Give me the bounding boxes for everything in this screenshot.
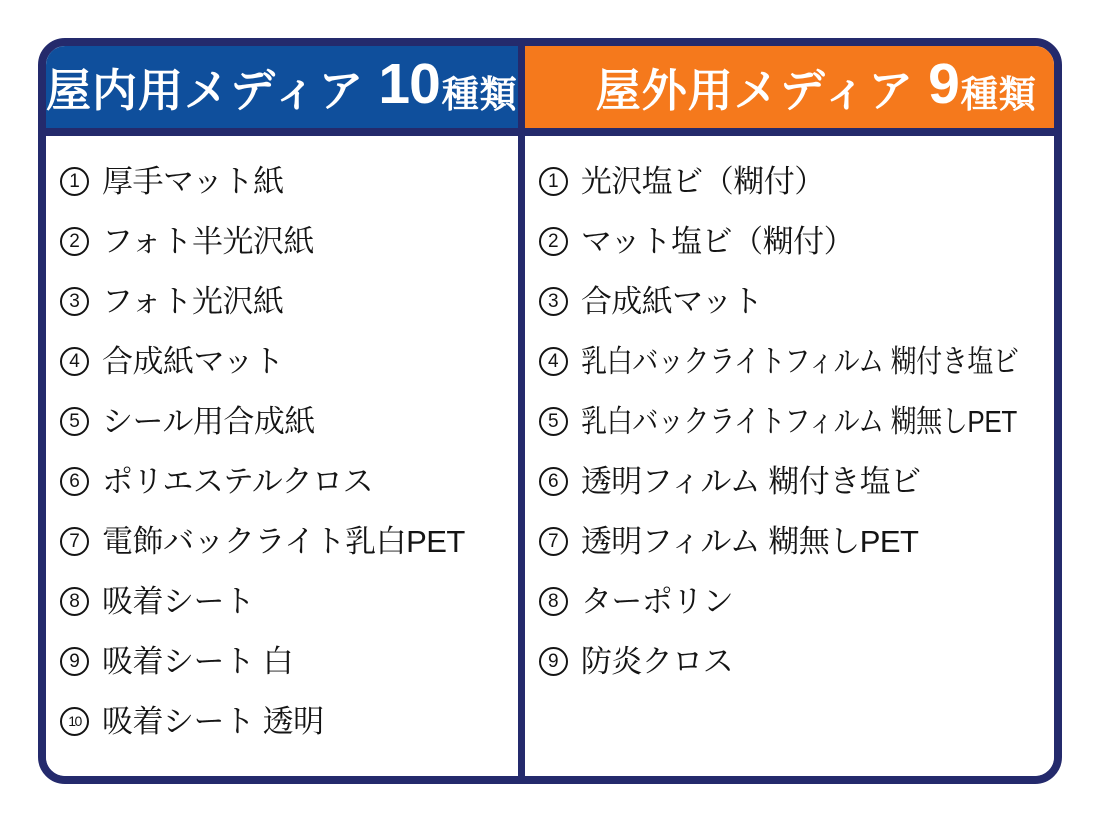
item-number-badge: 7: [539, 527, 568, 556]
list-item: [60, 571, 512, 631]
item-number-badge: 3: [60, 287, 89, 316]
column-divider-line: [518, 46, 525, 776]
list-item: [539, 271, 1062, 331]
item-number-badge: 4: [539, 347, 568, 376]
item-label: 合成紙マット: [102, 343, 284, 379]
item-label: 乳白バックライトフィルム 糊無しPET: [580, 403, 1017, 439]
item-label: ターポリン: [580, 583, 734, 619]
indoor-header-count: 10: [378, 52, 440, 116]
item-label: フォト光沢紙: [102, 283, 284, 319]
indoor-media-list: [46, 136, 518, 776]
outdoor-header: [525, 46, 1062, 128]
header-separator-line: [46, 128, 1062, 136]
list-item: [539, 331, 1062, 391]
list-item: [539, 151, 1062, 211]
item-label: 吸着シート 透明: [102, 703, 324, 739]
list-item: [539, 571, 1062, 631]
item-label: 透明フィルム 糊無しPET: [580, 523, 919, 559]
list-item: [539, 451, 1062, 511]
list-item: [60, 691, 512, 751]
list-item: [60, 211, 512, 271]
list-item: [539, 511, 1062, 571]
item-number-badge: 1: [539, 167, 568, 196]
item-label: フォト半光沢紙: [102, 223, 314, 259]
list-item: [539, 211, 1062, 271]
list-item: [60, 451, 512, 511]
item-label: 合成紙マット: [580, 283, 763, 319]
item-number-badge: 8: [539, 587, 568, 616]
item-number-badge: 9: [539, 647, 568, 676]
item-label: ポリエステルクロス: [102, 463, 374, 499]
item-number-badge: 9: [60, 647, 89, 676]
item-label: 光沢塩ビ（糊付）: [580, 163, 825, 199]
item-label: 透明フィルム 糊付き塩ビ: [580, 463, 921, 499]
item-label: 防炎クロス: [580, 643, 734, 679]
item-number-badge: 7: [60, 527, 89, 556]
item-label: 吸着シート: [102, 583, 255, 619]
item-label: 吸着シート 白: [102, 643, 294, 679]
list-item: [60, 151, 512, 211]
list-item: [539, 391, 1062, 451]
list-item: [60, 271, 512, 331]
item-label: シール用合成紙: [102, 403, 315, 439]
item-label: マット塩ビ（糊付）: [580, 223, 855, 259]
list-item: [60, 331, 512, 391]
indoor-header-count-suffix: 種類: [441, 74, 518, 115]
indoor-header: [46, 46, 518, 128]
item-number-badge: 2: [539, 227, 568, 256]
item-number-badge: 8: [60, 587, 89, 616]
item-number-badge: 5: [60, 407, 89, 436]
item-number-badge: 2: [60, 227, 89, 256]
media-comparison-card: [38, 38, 1062, 784]
item-number-badge: 10: [60, 707, 89, 736]
item-label: 厚手マット紙: [102, 163, 284, 199]
item-number-badge: 1: [60, 167, 89, 196]
item-number-badge: 6: [539, 467, 568, 496]
item-label: 電飾バックライト乳白PET: [102, 523, 465, 559]
list-item: [539, 631, 1062, 691]
item-label: 乳白バックライトフィルム 糊付き塩ビ: [580, 343, 1019, 379]
item-number-badge: 5: [539, 407, 568, 436]
item-number-badge: 6: [60, 467, 89, 496]
list-item: [60, 391, 512, 451]
outdoor-header-count: 9: [928, 52, 959, 116]
outdoor-media-list: [525, 136, 1062, 776]
item-number-badge: 3: [539, 287, 568, 316]
outdoor-header-title: 屋外用メディア: [595, 65, 915, 116]
list-item: [60, 511, 512, 571]
indoor-header-title: 屋内用メディア: [46, 65, 365, 116]
outdoor-header-count-suffix: 種類: [960, 74, 1037, 115]
item-number-badge: 4: [60, 347, 89, 376]
list-item: [60, 631, 512, 691]
